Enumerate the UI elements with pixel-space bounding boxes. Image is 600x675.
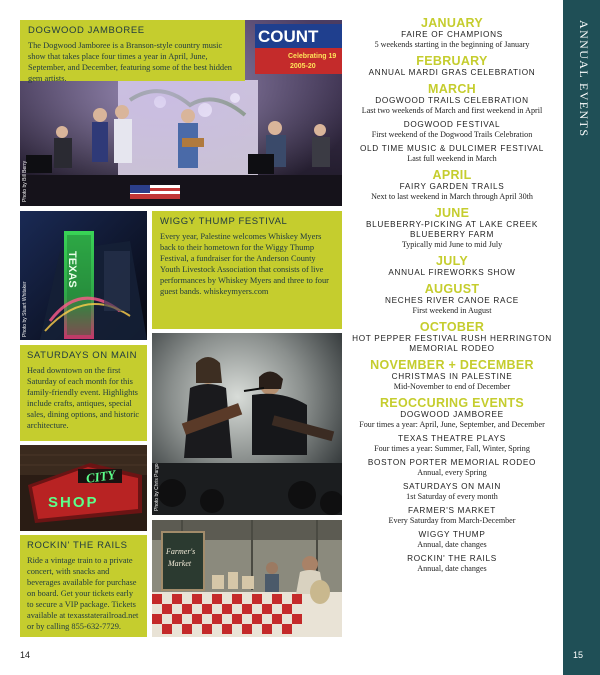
event-item xyxy=(352,554,552,574)
event-detail: Typically mid June to mid July xyxy=(401,240,503,249)
event-title: WIGGY THUMP xyxy=(418,530,486,539)
rockin-the-rails-box xyxy=(20,535,147,637)
texas-photo-credit: Photo by Stuart Whitaker xyxy=(22,281,28,337)
event-item xyxy=(352,96,552,116)
event-detail: Next to last weekend in March through April 30th xyxy=(371,192,533,201)
theatre-sign: TEXAS xyxy=(66,251,78,288)
banner-years: 2005-20 xyxy=(290,63,316,70)
event-detail: 5 weekends starting in the beginning of January xyxy=(374,40,530,49)
event-title: HOT PEPPER FESTIVAL RUSH HERRINGTON MEMORIAL RODEO xyxy=(352,334,552,353)
event-detail: 1st Saturday of every month xyxy=(406,492,498,501)
month-heading: OCTOBER xyxy=(419,320,485,334)
event-detail: Mid-November to end of December xyxy=(393,382,511,391)
event-title: DOGWOOD FESTIVAL xyxy=(403,120,501,129)
sidebar-title: ANNUAL EVENTS xyxy=(577,20,591,138)
event-detail: Four times a year: April, June, September, and December xyxy=(359,420,545,429)
event-item xyxy=(352,458,552,478)
concert-photo xyxy=(152,333,342,515)
event-title: CHRISTMAS IN PALESTINE xyxy=(391,372,513,381)
event-detail: Annual, every Spring xyxy=(417,468,487,477)
annual-events-sidebar xyxy=(563,0,600,675)
farmers-sign-b: Market xyxy=(168,559,192,568)
texas-theatre-photo xyxy=(20,211,147,340)
event-item xyxy=(352,410,552,430)
rockin-the-rails-heading: ROCKIN' THE RAILS xyxy=(27,540,128,551)
month-heading: NOVEMBER + DECEMBER xyxy=(370,358,534,372)
event-item xyxy=(352,434,552,454)
dogwood-jamboree-body: The Dogwood Jamboree is a Branson-style country music show that takes place four times a year in April, June, September, and December, featuring some of the best hidden gem artists. xyxy=(28,41,232,83)
event-item xyxy=(352,68,552,78)
month-heading: JUNE xyxy=(434,206,470,220)
month-heading: APRIL xyxy=(432,168,472,182)
shop-sign-a: CITY xyxy=(85,466,117,486)
annual-events-calendar xyxy=(352,13,552,578)
event-detail: First weekend in August xyxy=(412,306,492,315)
event-item xyxy=(352,144,552,164)
event-title: FAIRE OF CHAMPIONS xyxy=(401,30,503,39)
month-heading: FEBRUARY xyxy=(416,54,488,68)
event-item xyxy=(352,334,552,354)
saturdays-on-main-body: Head downtown on the first Saturday of each month for this family-friendly event. Highlights include crafts, antiques, special sales, dining options, and historic architecture. xyxy=(27,366,140,430)
event-title: BOSTON PORTER MEMORIAL RODEO xyxy=(367,458,537,467)
event-title: TEXAS THEATRE PLAYS xyxy=(398,434,506,443)
dogwood-jamboree-heading: DOGWOOD JAMBOREE xyxy=(28,25,145,36)
saturdays-on-main-heading: SATURDAYS ON MAIN xyxy=(27,350,138,361)
event-detail: First weekend of the Dogwood Trails Celebration xyxy=(371,130,533,139)
month-heading: REOCCURING EVENTS xyxy=(379,396,524,410)
wiggy-thump-heading: WIGGY THUMP FESTIVAL xyxy=(160,216,288,227)
event-item xyxy=(352,506,552,526)
event-detail: Annual, date changes xyxy=(417,564,487,573)
month-heading: JULY xyxy=(435,254,468,268)
saturdays-on-main-box xyxy=(20,345,147,441)
event-item xyxy=(352,220,552,250)
event-detail: Last full weekend in March xyxy=(407,154,497,163)
event-title: NECHES RIVER CANOE RACE xyxy=(385,296,519,305)
event-item xyxy=(352,372,552,392)
event-title: DOGWOOD JAMBOREE xyxy=(400,410,504,419)
wiggy-thump-body: Every year, Palestine welcomes Whiskey Myers back to their hometown for the Wiggy Thump Festival, a fundraiser for the Anderson County Youth Livestock Association that consists of live performances by Whiskey Myers and three to four guest bands. whiskeymyers.com xyxy=(160,232,329,296)
event-title: BLUEBERRY-PICKING AT LAKE CREEK BLUEBERRY FARM xyxy=(365,220,538,239)
farmers-sign-a: Farmer's xyxy=(166,547,196,556)
event-item xyxy=(352,296,552,316)
event-title: FARMER'S MARKET xyxy=(407,506,497,515)
event-item xyxy=(352,268,552,278)
event-detail: Annual, date changes xyxy=(417,540,487,549)
event-item xyxy=(352,530,552,550)
month-heading: MARCH xyxy=(427,82,477,96)
event-item xyxy=(352,30,552,50)
banner-text: COUNT xyxy=(258,27,319,46)
shop-sign-b: SHOP xyxy=(48,494,99,511)
month-heading: AUGUST xyxy=(424,282,480,296)
city-shop-photo xyxy=(20,445,147,531)
event-title: ANNUAL FIREWORKS SHOW xyxy=(388,268,516,277)
event-title: SATURDAYS ON MAIN xyxy=(402,482,502,491)
event-item xyxy=(352,182,552,202)
event-item xyxy=(352,120,552,140)
event-detail: Last two weekends of March and first weekend in April xyxy=(361,106,543,115)
event-title: FAIRY GARDEN TRAILS xyxy=(399,182,505,191)
event-detail: Every Saturday from March-December xyxy=(388,516,516,525)
banner-sub: Celebrating 19 xyxy=(288,53,337,60)
concert-photo-credit: Photo by Chris Pargo xyxy=(154,463,160,511)
jamboree-photo-credit: Photo by Bill Berry xyxy=(22,160,28,202)
event-title: ROCKIN' THE RAILS xyxy=(407,554,497,563)
rockin-the-rails-body: Ride a vintage train to a private concert, with snacks and beverages available for purchase on board. Get your tickets early to secure a VIP package. Tickets available at texasstaterailroad.net or by calling 855-632-7729. xyxy=(27,556,139,631)
dogwood-jamboree-box xyxy=(20,20,245,81)
left-page-number: 14 xyxy=(20,650,31,660)
month-heading: JANUARY xyxy=(420,16,484,30)
event-item xyxy=(352,482,552,502)
event-title: DOGWOOD TRAILS CELEBRATION xyxy=(375,96,529,105)
event-title: ANNUAL MARDI GRAS CELEBRATION xyxy=(368,68,536,77)
event-title: OLD TIME MUSIC & DULCIMER FESTIVAL xyxy=(359,144,545,153)
event-detail: Four times a year: Summer, Fall, Winter, Spring xyxy=(374,444,530,453)
right-page-number: 15 xyxy=(573,650,584,660)
farmers-market-photo xyxy=(152,520,342,637)
wiggy-thump-box xyxy=(152,211,342,329)
